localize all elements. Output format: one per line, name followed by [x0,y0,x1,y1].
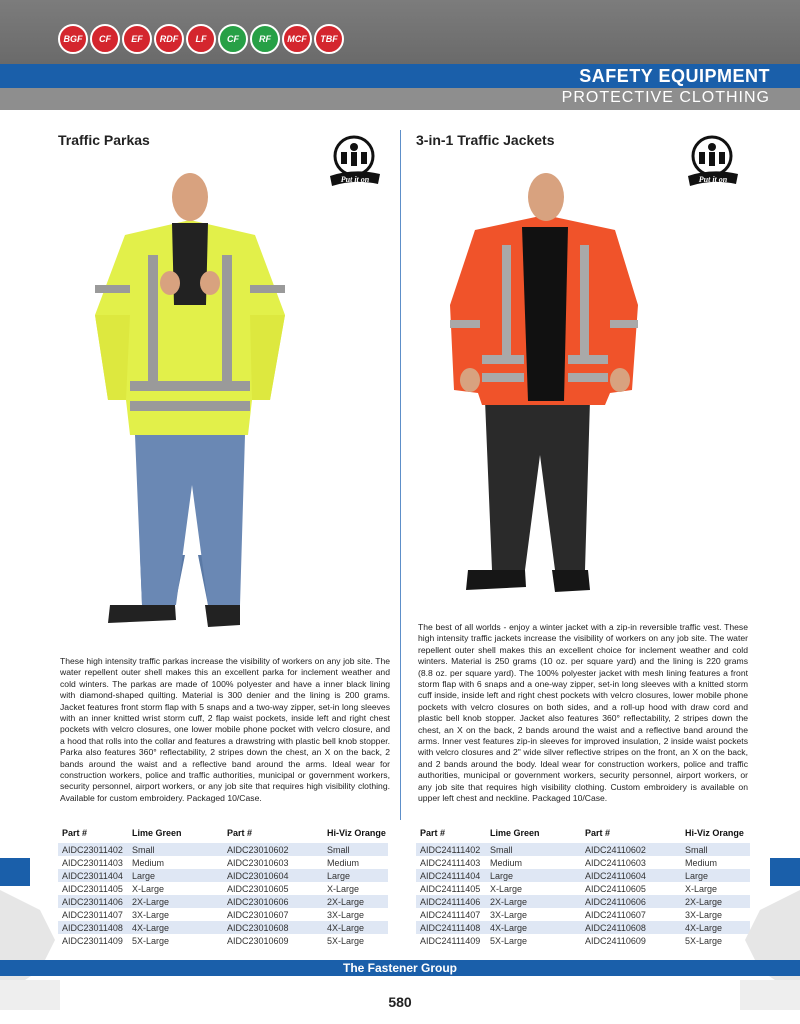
part-number-cell: AIDC24111404 [416,869,486,882]
size-cell: 2X-Large [486,895,581,908]
size-cell: 2X-Large [128,895,223,908]
part-number-cell: AIDC23011406 [58,895,128,908]
size-cell: Medium [327,857,360,868]
traffic-jackets-parts-table [416,826,750,947]
part-number-cell: AIDC23011405 [62,883,123,894]
brand-logo: BGF [58,24,88,54]
size-cell: Medium [685,857,718,868]
traffic-parka-photo [80,165,300,640]
part-number-cell: AIDC23011403 [62,857,123,868]
size-cell: 2X-Large [323,895,388,908]
size-cell: 3X-Large [685,909,723,920]
size-cell: 4X-Large [128,921,223,934]
size-cell: Large [323,869,388,882]
size-cell: 5X-Large [490,935,528,946]
column-divider [400,130,401,820]
size-cell: 2X-Large [681,895,750,908]
table-row [58,843,388,856]
table-row [58,869,388,882]
size-cell: Medium [132,857,165,868]
size-cell: Medium [490,857,523,868]
traffic-parkas-title: Traffic Parkas [58,132,150,148]
part-number-cell: AIDC24111402 [416,843,486,856]
part-number-cell: AIDC23010604 [223,869,323,882]
table-row [416,908,750,921]
part-number-cell: AIDC23010608 [223,921,323,934]
table-row [58,908,388,921]
traffic-jackets-description: The best of all worlds - enjoy a winter jacket with a zip-in reversible traffic vest. These high intensity traffic jackets increase the visibility of workers on any job site. The water repellent outer shell makes this an excellent choice for inclement weather and cold winters. Material is 250 grams (10 oz. per square yard) and the lining is 220 grams (8.8 oz. per square yard). The 100% polyester jacket with mesh lining features a front storm flap with 6 snaps and a one-way zipper, set-in long sleeves with a knitted storm cuff inside, inside left and right chest pockets with velcro closures, lower mobile phone pockets with velcro closures on both sides, and a roll-up hood with draw cord and plastic bell knob stopper. Jacket also features 360° reflectability, 2 stripes down the chest, an X on the back, 2 bands around the waist and a reflective band around the arms. Inner vest features zip-in sleeves for improved insulation, 2 inside waist pockets with velcro closures and 2" wide silver reflective stripes on the front, an X on the back, and 2 bands around the body. Ideal wear for construction workers, police and traffic authorities, municipal or government workers, security personnel, airport workers, or any job site that requires high visibility clothing. Custom embroidery is available on upper left chest and neckline. Packaged 10/Case. [418,622,748,804]
section-banner [0,64,800,88]
part-number-cell: AIDC24111406 [416,895,486,908]
part-number-cell: AIDC24110604 [581,869,681,882]
table-row [416,934,750,947]
size-cell: X-Large [685,883,718,894]
table-row [416,843,750,856]
part-number-cell: AIDC23010607 [227,909,289,920]
size-cell: X-Large [132,883,165,894]
size-cell: Small [323,843,388,856]
part-number-cell: AIDC24110608 [581,921,681,934]
size-cell: 5X-Large [685,935,723,946]
part-number-cell: AIDC23010605 [227,883,289,894]
brand-logo: TBF [314,24,344,54]
part-number-cell: AIDC23011402 [58,843,128,856]
table-row [58,895,388,908]
table-row [58,856,388,869]
page-number: 580 [388,994,412,1010]
size-cell: X-Large [490,883,523,894]
column-header: Lime Green [490,828,540,838]
traffic-jacket-photo [440,165,650,605]
column-header: Hi-Viz Orange [685,828,744,838]
traffic-parkas-description: These high intensity traffic parkas increase the visibility of workers on any job site. The water repellent outer shell makes this an excellent parka for inclement weather and cold winters. The parkas are made of 100% polyester and have a inner black lining with diamond-shaped quilting. Material is 300 denier and the lining is 200 grams. Jacket features front storm flap with 5 snaps and a two-way zipper, set-in long sleeves with an inner knitted wrist storm cuff, 2 flap waist pockets, inside left and right chest pockets with velcro closures, one lower mobile phone pocket with velcro closure, and a hood that rolls into the collar and features a drawstring with plastic bell knob stopper. Parka also features 360° reflectability, 2 stripes down the chest, an X on the back, 2 bands around the waist and a reflective band around the arms. Ideal wear for construction workers, police and traffic authorities, municipal or government workers, security personnel, airport workers, or any job site that requires high visibility clothing. Available for custom embroidery. Packaged 10/Case. [60,656,390,803]
part-number-cell: AIDC24110603 [585,857,646,868]
part-number-cell: AIDC23010603 [227,857,289,868]
size-cell: 3X-Large [327,909,365,920]
size-cell: 4X-Large [486,921,581,934]
table-row [58,921,388,934]
table-row [416,882,750,895]
part-number-cell: AIDC24110602 [581,843,681,856]
brand-logo: RF [250,24,280,54]
part-number-cell: AIDC23010606 [223,895,323,908]
size-cell: 4X-Large [681,921,750,934]
size-cell: 3X-Large [490,909,528,920]
size-cell: X-Large [327,883,360,894]
table-row [58,882,388,895]
part-number-cell: AIDC24110605 [585,883,646,894]
size-cell: 5X-Large [132,935,170,946]
size-cell: 5X-Large [327,935,365,946]
table-row [416,895,750,908]
table-row [416,921,750,934]
company-name: The Fastener Group [342,961,458,975]
column-header: Part # [227,828,253,838]
part-number-cell: AIDC23011404 [58,869,128,882]
part-number-cell: AIDC23011409 [62,935,123,946]
brand-logo: CF [90,24,120,54]
table-row [416,869,750,882]
brand-logo: EF [122,24,152,54]
size-cell: Large [128,869,223,882]
part-number-cell: AIDC23011408 [58,921,128,934]
size-cell: Small [486,843,581,856]
part-number-cell: AIDC24111403 [420,857,481,868]
size-cell: Small [128,843,223,856]
column-header: Part # [585,828,611,838]
part-number-cell: AIDC24110609 [585,935,646,946]
section-title: SAFETY EQUIPMENT [579,66,770,86]
part-number-cell: AIDC23010609 [227,935,289,946]
brand-logo-row [58,24,344,54]
brand-logo: LF [186,24,216,54]
size-cell: Large [681,869,750,882]
part-number-cell: AIDC23011407 [62,909,123,920]
part-number-cell: AIDC24111405 [420,883,481,894]
subsection-title: PROTECTIVE CLOTHING [561,89,770,106]
put-it-on-text: Put it on [340,175,370,184]
column-header: Part # [420,828,446,838]
brand-logo: MCF [282,24,312,54]
table-row [416,856,750,869]
put-it-on-text: Put it on [698,175,728,184]
traffic-jackets-title: 3-in-1 Traffic Jackets [416,132,555,148]
size-cell: 3X-Large [132,909,170,920]
table-row [58,934,388,947]
part-number-cell: AIDC24110606 [581,895,681,908]
column-header: Lime Green [132,828,182,838]
column-header: Hi-Viz Orange [327,828,386,838]
part-number-cell: AIDC24110607 [585,909,646,920]
size-cell: Small [681,843,750,856]
brand-logo: CF [218,24,248,54]
part-number-cell: AIDC24111409 [420,935,481,946]
size-cell: Large [486,869,581,882]
column-header: Part # [62,828,88,838]
brand-logo: RDF [154,24,184,54]
part-number-cell: AIDC24111408 [416,921,486,934]
footer-bar [0,960,800,976]
part-number-cell: AIDC23010602 [223,843,323,856]
top-bar [0,0,800,64]
part-number-cell: AIDC24111407 [420,909,481,920]
subsection-banner [0,88,800,110]
traffic-parkas-parts-table [58,826,388,947]
put-it-on-logo [684,132,742,190]
put-it-on-logo [326,132,384,190]
size-cell: 4X-Large [323,921,388,934]
